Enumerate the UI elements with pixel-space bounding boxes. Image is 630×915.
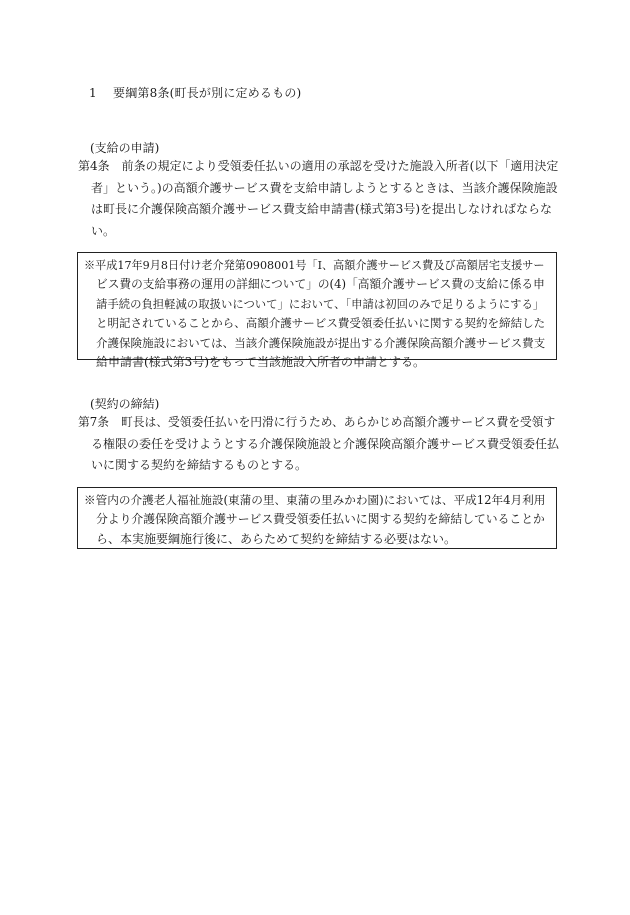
article-7-line-3: いに関する契約を締結するものとする。 — [91, 458, 308, 472]
note-2-line-2: 分より介護保険高額介護サービス費受領委任払いに関する契約を締結していることか — [96, 512, 545, 527]
note-1-line-1: ※平成17年9月8日付け老介発第0908001号「I、高額介護サービス費及び高額居宅支援サー — [84, 259, 545, 272]
note-2-line-3: ら、本実施要綱施行後に、あらためて契約を締結する必要はない。 — [96, 531, 457, 546]
note-2-line-1: ※管内の介護老人福祉施設(東蒲の里、東蒲の里みかわ園)においては、平成12年4月利用 — [84, 493, 546, 507]
note-1-line-3: 請手続の負担軽減の取扱いについて」において、「申請は初回のみで足りるようにする」 — [96, 296, 545, 311]
article-7-caption: (契約の締結) — [90, 397, 160, 411]
article-4-note-box — [77, 252, 557, 370]
article-4-line-3: は町長に介護保険高額介護サービス費支給申請書(様式第3号)を提出しなければならな — [91, 202, 553, 216]
article-4-line-4: い。 — [91, 223, 116, 238]
article-4 — [78, 156, 560, 242]
article-7-line-2: る権限の委任を受けようとする介護保険施設と介護保険高額介護サービス費受領委任払 — [91, 436, 560, 451]
article-7 — [78, 412, 560, 477]
heading-number: 1 — [89, 86, 97, 100]
article-4-line-2: 者」という。)の高額介護サービス費を支給申請しようとするときは、当該介護保険施設 — [91, 180, 558, 195]
article-4-number: 第4条 — [78, 159, 110, 173]
section-heading — [89, 84, 301, 102]
article-4-caption: (支給の申請) — [90, 141, 160, 155]
article-4-line-1: 第4条 前条の規定により受領委任払いの適用の承認を受けた施設入所者(以下「適用決定 — [78, 159, 559, 173]
article-7-note-box — [77, 487, 557, 549]
article-7-number: 第7条 — [78, 415, 109, 429]
note-1-line-2: ビス費の支給事務の運用の詳細について」の(4)「高額介護サービス費の支給に係る申 — [96, 277, 545, 292]
article-7-line-1: 第7条 町長は、受領委任払いを円滑に行うため、あらかじめ高額介護サービス費を受領す — [78, 415, 556, 429]
note-1-line-5: 介護保険施設においては、当該介護保険施設が提出する介護保険高額介護サービス費支 — [96, 335, 546, 350]
heading-text: 要綱第8条(町長が別に定めるもの) — [113, 86, 302, 100]
note-1-line-6: 給申請書(様式第3号)をもって当該施設入所者の申請とする。 — [96, 355, 426, 370]
note-1-line-4: と明記されていることから、高額介護サービス費受領委任払いに関する契約を締結した — [96, 316, 546, 331]
